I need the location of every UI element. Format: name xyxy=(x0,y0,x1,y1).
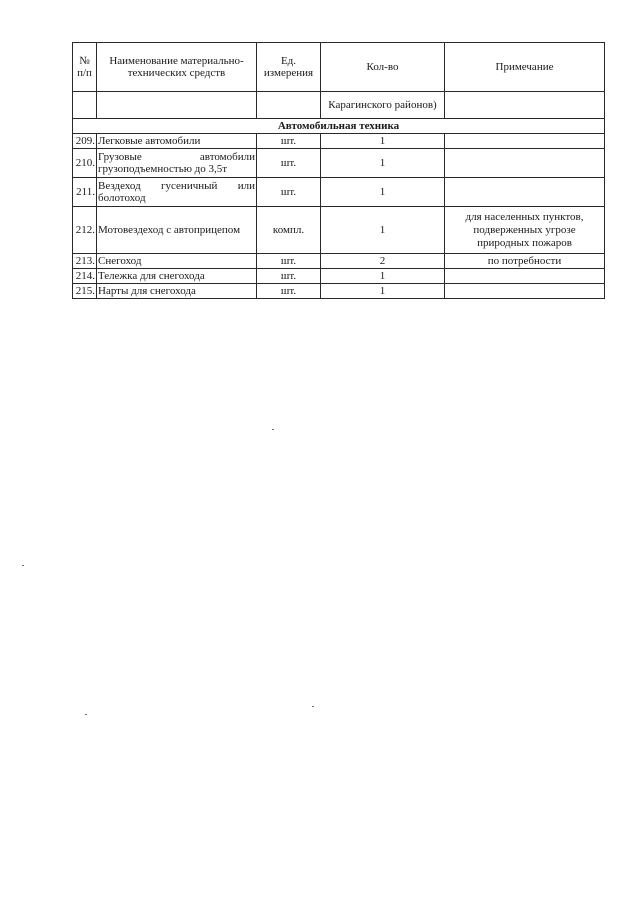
header-note: Примечание xyxy=(445,43,605,92)
row-qty: 1 xyxy=(321,207,445,254)
row-qty: 2 xyxy=(321,254,445,269)
row-note: по потребности xyxy=(445,254,605,269)
row-num: 210. xyxy=(73,149,97,178)
row-unit: шт. xyxy=(257,284,321,299)
table-header-row xyxy=(73,43,605,92)
continuation-name-cell xyxy=(97,92,257,119)
row-note xyxy=(445,134,605,149)
table-row xyxy=(73,134,605,149)
section-title-row xyxy=(73,119,605,134)
row-num: 212. xyxy=(73,207,97,254)
row-note: для населенных пунктов, подверженных угрозе природных пожаров xyxy=(445,207,605,254)
row-name: Снегоход xyxy=(97,254,257,269)
row-name: Тележка для снегохода xyxy=(97,269,257,284)
row-note xyxy=(445,269,605,284)
table-row xyxy=(73,284,605,299)
row-num: 215. xyxy=(73,284,97,299)
row-qty: 1 xyxy=(321,178,445,207)
header-unit: Ед. измерения xyxy=(257,43,321,92)
table-row xyxy=(73,207,605,254)
row-unit: шт. xyxy=(257,269,321,284)
header-name: Наименование материально-технических средств xyxy=(97,43,257,92)
row-name: Вездеход гусеничный или болотоход xyxy=(97,178,257,207)
section-title: Автомобильная техника xyxy=(73,119,605,134)
row-unit: шт. xyxy=(257,149,321,178)
row-note xyxy=(445,284,605,299)
row-qty: 1 xyxy=(321,149,445,178)
row-name: Грузовые автомобили грузоподъемностью до 3,5т xyxy=(97,149,257,178)
row-qty: 1 xyxy=(321,269,445,284)
row-note xyxy=(445,149,605,178)
scan-speck xyxy=(272,429,274,430)
scan-speck xyxy=(85,714,87,715)
row-unit: шт. xyxy=(257,134,321,149)
table-row xyxy=(73,178,605,207)
scan-speck xyxy=(312,706,314,707)
row-unit: шт. xyxy=(257,178,321,207)
row-num: 213. xyxy=(73,254,97,269)
table-row xyxy=(73,254,605,269)
continuation-row xyxy=(73,92,605,119)
table-row xyxy=(73,149,605,178)
row-qty: 1 xyxy=(321,284,445,299)
table-row xyxy=(73,269,605,284)
continuation-qty-cell: Карагинского районов) xyxy=(321,92,445,119)
row-num: 214. xyxy=(73,269,97,284)
row-note xyxy=(445,178,605,207)
scan-speck xyxy=(22,565,24,566)
row-num: 211. xyxy=(73,178,97,207)
row-name: Легковые автомобили xyxy=(97,134,257,149)
equipment-table xyxy=(72,42,605,299)
header-num: № п/п xyxy=(73,43,97,92)
continuation-num-cell xyxy=(73,92,97,119)
row-name: Мотовездеход с автоприцепом xyxy=(97,207,257,254)
continuation-note-cell xyxy=(445,92,605,119)
row-unit: компл. xyxy=(257,207,321,254)
row-unit: шт. xyxy=(257,254,321,269)
header-qty: Кол-во xyxy=(321,43,445,92)
row-name: Нарты для снегохода xyxy=(97,284,257,299)
row-qty: 1 xyxy=(321,134,445,149)
row-num: 209. xyxy=(73,134,97,149)
continuation-unit-cell xyxy=(257,92,321,119)
